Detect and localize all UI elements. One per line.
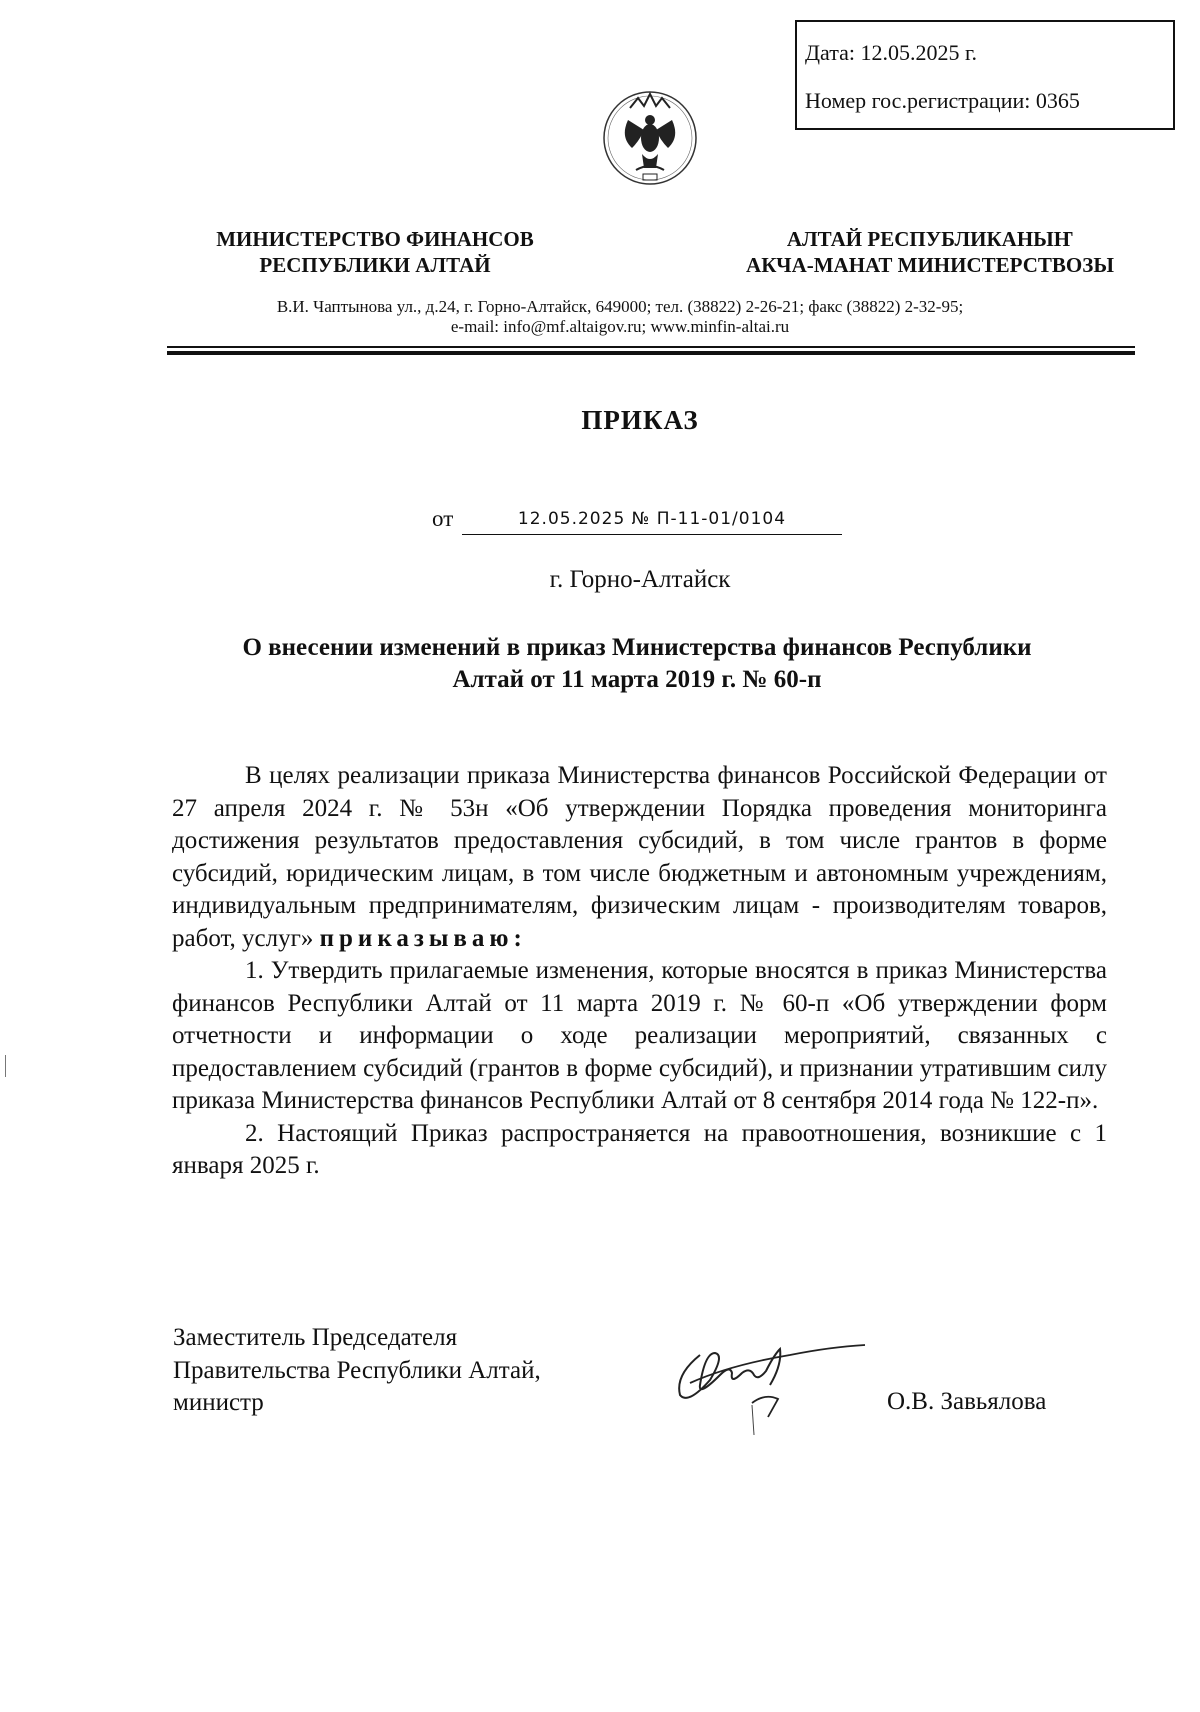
ministry-name-russian-line2: РЕСПУБЛИКИ АЛТАЙ [259, 253, 491, 277]
ministry-name-russian [205, 226, 545, 278]
order-subject-line2: Алтай от 11 марта 2019 г. № 60-п [452, 666, 822, 693]
order-body [172, 760, 1107, 1183]
ministry-name-altai-line1: АЛТАЙ РЕСПУБЛИКАНЫҤ [786, 227, 1074, 251]
registration-date-label: Дата: [805, 40, 855, 65]
scan-margin-mark [5, 1055, 6, 1077]
signatory-name: О.В. Завьялова [887, 1388, 1047, 1415]
document-title: ПРИКАЗ [581, 405, 699, 435]
intro-paragraph [172, 760, 1107, 955]
order-subject [172, 632, 1102, 696]
ministry-address [170, 297, 1070, 337]
registration-date-value: 12.05.2025 г. [860, 40, 978, 65]
coat-of-arms-emblem-icon [600, 82, 700, 192]
position-line3: министр [173, 1389, 264, 1416]
intro-text: В целях реализации приказа Министерства финансов Российской Федерации от 27 апреля 2024 г. № 53н «Об утверждении Порядка проведения мониторинга достижения результатов предоставления субсидий, в том числе грантов в форме субсидий, юридическим лицам, в том числе бюджетным и автономным учреждениям, индивидуальным предпринимателям, физическим лицам - производителям товаров, работ, услуг» [172, 762, 1107, 952]
item-1-paragraph: 1. Утвердить прилагаемые изменения, которые вносятся в приказ Министерства финансов Республики Алтай от 11 марта 2019 г. № 60-п «Об утверждении форм отчетности и информации о ходе реализации мероприятий, связанных с предоставлением субсидий (грантов в форме субсидий), и признании утратившим силу приказа Министерства финансов Республики Алтай от 8 сентября 2014 года № 122-п». [172, 957, 1107, 1114]
order-word: приказываю: [319, 924, 527, 952]
registration-box [795, 20, 1175, 130]
registration-number-label: Номер гос.регистрации: [805, 88, 1031, 113]
registration-date-line [805, 40, 977, 66]
item-2-paragraph: 2. Настоящий Приказ распространяется на правоотношения, возникшие с 1 января 2025 г. [172, 1119, 1107, 1179]
signatory-position [173, 1322, 541, 1420]
ministry-name-russian-line1: МИНИСТЕРСТВО ФИНАНСОВ [216, 227, 534, 251]
registration-number-value: 0365 [1035, 88, 1080, 113]
header-rule-thick [167, 351, 1135, 355]
contact-line: e-mail: info@mf.altaigov.ru; www.minfin-altai.ru [450, 317, 790, 336]
ministry-name-altai [730, 226, 1130, 278]
order-number: 12.05.2025 № П-11-01/0104 [462, 506, 842, 535]
city-name: г. Горно-Алтайск [549, 566, 731, 593]
from-label: от [432, 506, 454, 531]
address-line: В.И. Чаптынова ул., д.24, г. Горно-Алтайск, 649000; тел. (38822) 2-26-21; факс (38822) 2-32-95; [276, 297, 964, 316]
registration-number-line [805, 88, 1080, 114]
position-line2: Правительства Республики Алтай, [173, 1356, 541, 1384]
handwritten-signature-icon [670, 1325, 870, 1445]
header-rule-thin [167, 346, 1135, 348]
order-subject-line1: О внесении изменений в приказ Министерства финансов Республики [242, 634, 1032, 661]
ministry-name-altai-line2: АКЧА-МАНАТ МИНИСТЕРСТВОЗЫ [746, 253, 1114, 277]
position-line1: Заместитель Председателя [173, 1324, 458, 1351]
